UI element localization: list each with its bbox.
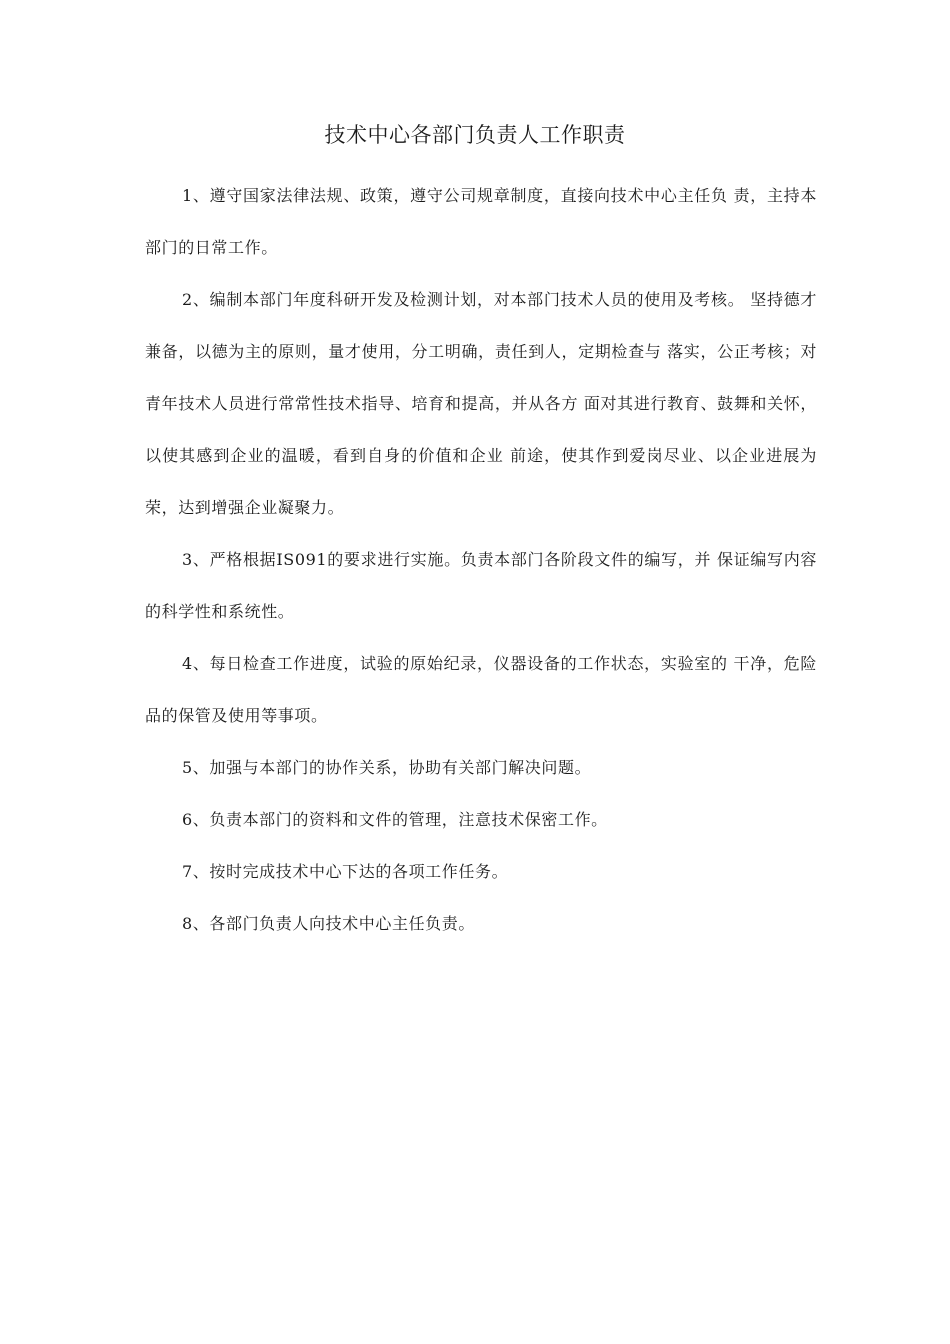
duty-item-1: 1、遵守国家法律法规、政策，遵守公司规章制度，直接向技术中心主任负 责，主持本部门的日常工作。 [145,186,817,257]
duty-item-7: 7、按时完成技术中心下达的各项工作任务。 [182,862,509,881]
duty-item-8: 8、各部门负责人向技术中心主任负责。 [182,914,475,933]
duty-item-4: 4、每日检查工作进度，试验的原始纪录，仪器设备的工作状态，实验室的 干净，危险品的保管及使用等事项。 [145,654,817,725]
document-title: 技术中心各部门负责人工作职责 [324,123,626,147]
duty-item-6: 6、负责本部门的资料和文件的管理，注意技术保密工作。 [182,810,608,829]
duty-item-5: 5、加强与本部门的协作关系，协助有关部门解决问题。 [182,758,592,777]
duty-item-2: 2、编制本部门年度科研开发及检测计划，对本部门技术人员的使用及考核。 坚持德才兼备，以德为主的原则，量才使用，分工明确，责任到人，定期检查与 落实，公正考核；对青年技术人员进行常常性技术指导、培育和提高，并从各方 面对其进行教育、鼓舞和关怀，以使其感到企业的温暖，看到自身的价值和企业 前途，使其作到爱岗尽业、以企业进展为荣，达到增强企业凝聚力。 [145,290,817,517]
duty-item-3: 3、严格根据IS091的要求进行实施。负责本部门各阶段文件的编写，并 保证编写内容的科学性和系统性。 [145,550,817,621]
document-body [145,170,817,950]
